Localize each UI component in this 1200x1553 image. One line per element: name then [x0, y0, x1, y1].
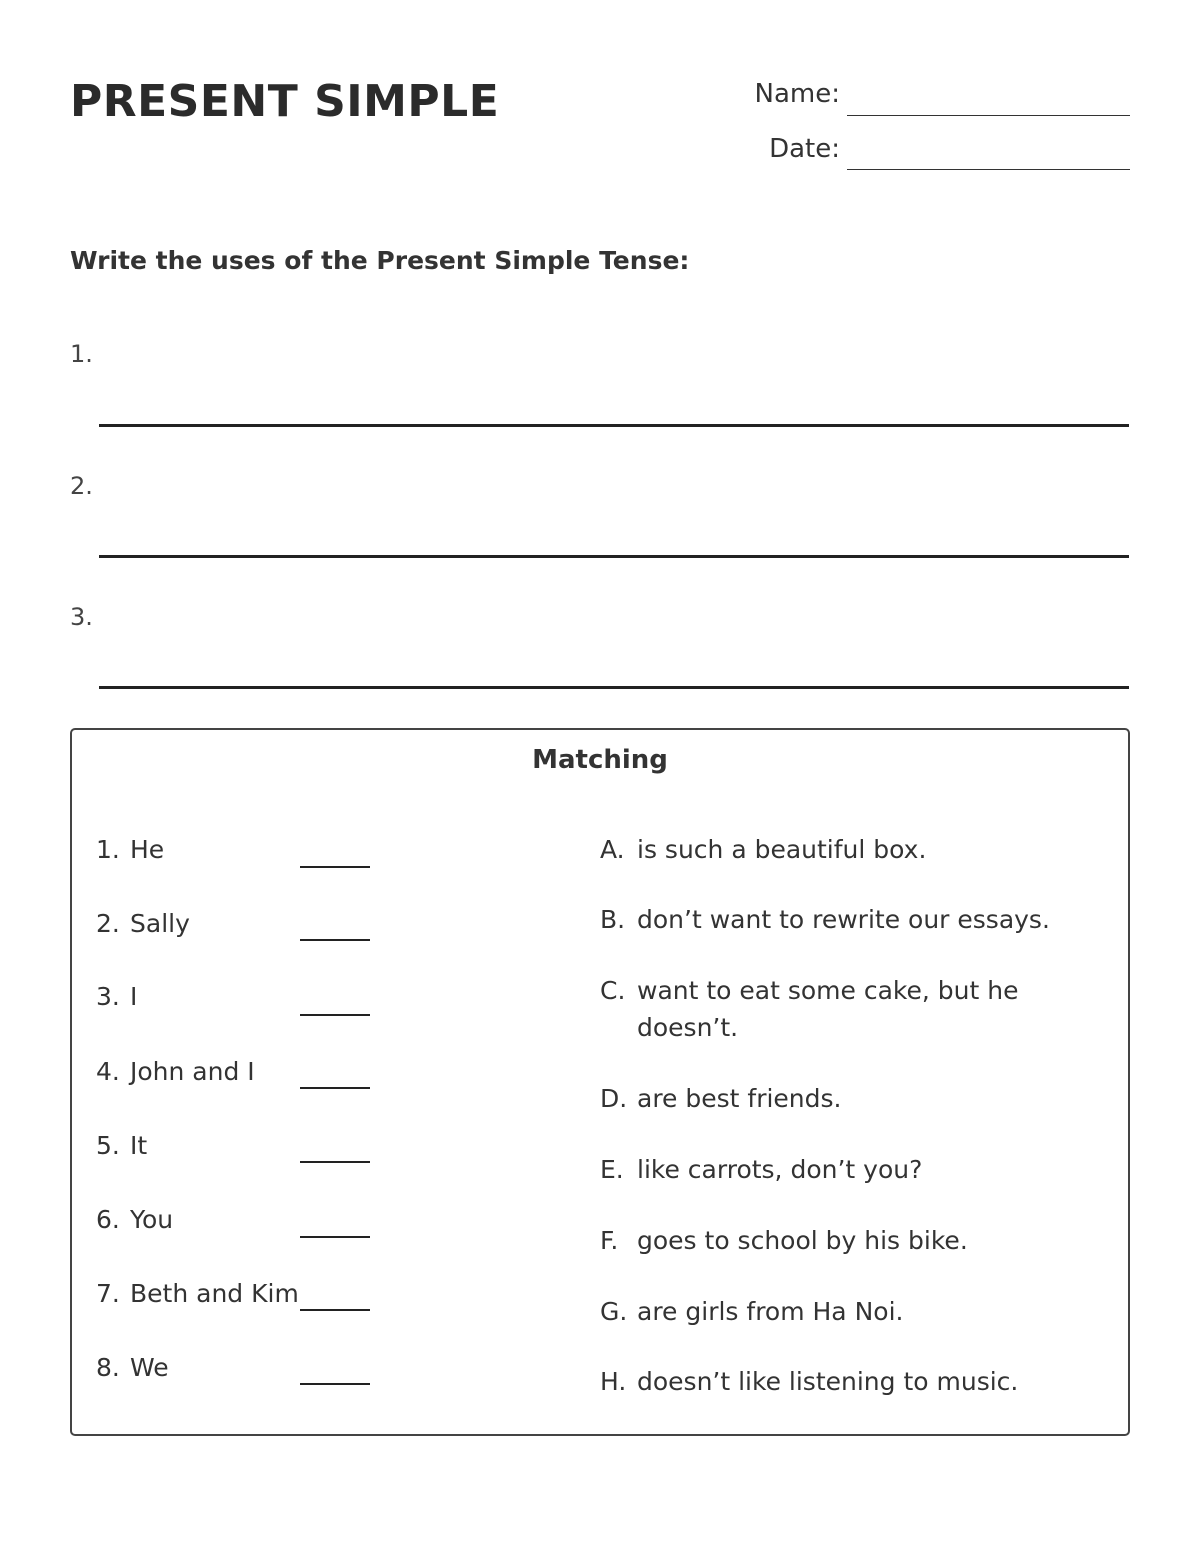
match-subject-text: We	[130, 1353, 169, 1382]
match-subject-number: 8.	[96, 1353, 120, 1382]
match-blank-1[interactable]	[300, 866, 370, 868]
match-predicate-letter: B.	[600, 905, 626, 934]
match-predicate-letter: A.	[600, 835, 625, 864]
match-subject-number: 3.	[96, 982, 120, 1011]
match-blank-3[interactable]	[300, 1014, 370, 1016]
match-subject-number: 6.	[96, 1205, 120, 1234]
use-answer-line-2[interactable]	[99, 555, 1129, 558]
match-subject-6	[96, 1204, 173, 1236]
uses-instruction: Write the uses of the Present Simple Tense:	[70, 246, 690, 275]
match-predicate-h	[600, 1363, 1070, 1400]
match-predicate-text: goes to school by his bike.	[637, 1226, 968, 1255]
match-blank-6[interactable]	[300, 1236, 370, 1238]
match-predicate-letter: E.	[600, 1155, 624, 1184]
worksheet-title: PRESENT SIMPLE	[70, 76, 500, 127]
match-subject-text: He	[130, 835, 165, 864]
match-predicate-letter: H.	[600, 1367, 627, 1396]
match-subject-text: It	[130, 1131, 148, 1160]
match-predicate-b	[600, 901, 1070, 938]
match-subject-number: 2.	[96, 909, 120, 938]
match-subject-4	[96, 1056, 255, 1088]
use-answer-line-3[interactable]	[99, 686, 1129, 689]
match-subject-8	[96, 1352, 169, 1384]
use-answer-line-1[interactable]	[99, 424, 1129, 427]
match-subject-number: 4.	[96, 1057, 120, 1086]
match-subject-number: 7.	[96, 1279, 120, 1308]
match-predicate-letter: C.	[600, 976, 626, 1005]
match-blank-4[interactable]	[300, 1087, 370, 1089]
match-predicate-a	[600, 831, 1070, 868]
match-blank-8[interactable]	[300, 1383, 370, 1385]
name-label: Name:	[754, 79, 840, 109]
match-subject-3	[96, 981, 137, 1013]
match-predicate-text: don’t want to rewrite our essays.	[637, 905, 1050, 934]
match-subject-1	[96, 834, 164, 866]
match-subject-number: 5.	[96, 1131, 120, 1160]
match-subject-text: I	[130, 982, 138, 1011]
match-blank-7[interactable]	[300, 1309, 370, 1311]
match-predicate-letter: D.	[600, 1084, 628, 1113]
match-subject-2	[96, 908, 190, 940]
match-predicate-letter: G.	[600, 1297, 628, 1326]
match-subject-5	[96, 1130, 147, 1162]
name-field[interactable]	[847, 115, 1130, 116]
match-predicate-g	[600, 1293, 1070, 1330]
match-predicate-text: are best friends.	[637, 1084, 842, 1113]
match-predicate-text-continued: doesn’t.	[637, 1013, 739, 1042]
match-predicate-text: is such a beautiful box.	[637, 835, 927, 864]
match-predicate-text: are girls from Ha Noi.	[637, 1297, 904, 1326]
match-subject-text: You	[130, 1205, 174, 1234]
match-predicate-text: want to eat some cake, but he	[637, 976, 1019, 1005]
match-predicate-c	[600, 972, 1070, 1046]
match-predicate-d	[600, 1080, 1070, 1117]
match-blank-5[interactable]	[300, 1161, 370, 1163]
match-predicate-text: like carrots, don’t you?	[637, 1155, 923, 1184]
match-subject-number: 1.	[96, 835, 120, 864]
match-predicate-text: doesn’t like listening to music.	[637, 1367, 1019, 1396]
date-field[interactable]	[847, 169, 1130, 170]
match-blank-2[interactable]	[300, 939, 370, 941]
match-subject-text: Sally	[130, 909, 190, 938]
date-label: Date:	[769, 134, 840, 164]
use-number-1: 1.	[70, 340, 93, 368]
use-number-2: 2.	[70, 472, 93, 500]
match-predicate-letter: F.	[600, 1226, 619, 1255]
match-subject-text: Beth and Kim	[130, 1279, 299, 1308]
match-subject-7	[96, 1278, 299, 1310]
use-number-3: 3.	[70, 603, 93, 631]
match-predicate-e	[600, 1151, 1070, 1188]
matching-title: Matching	[532, 745, 668, 775]
match-predicate-f	[600, 1222, 1070, 1259]
match-subject-text: John and I	[130, 1057, 255, 1086]
